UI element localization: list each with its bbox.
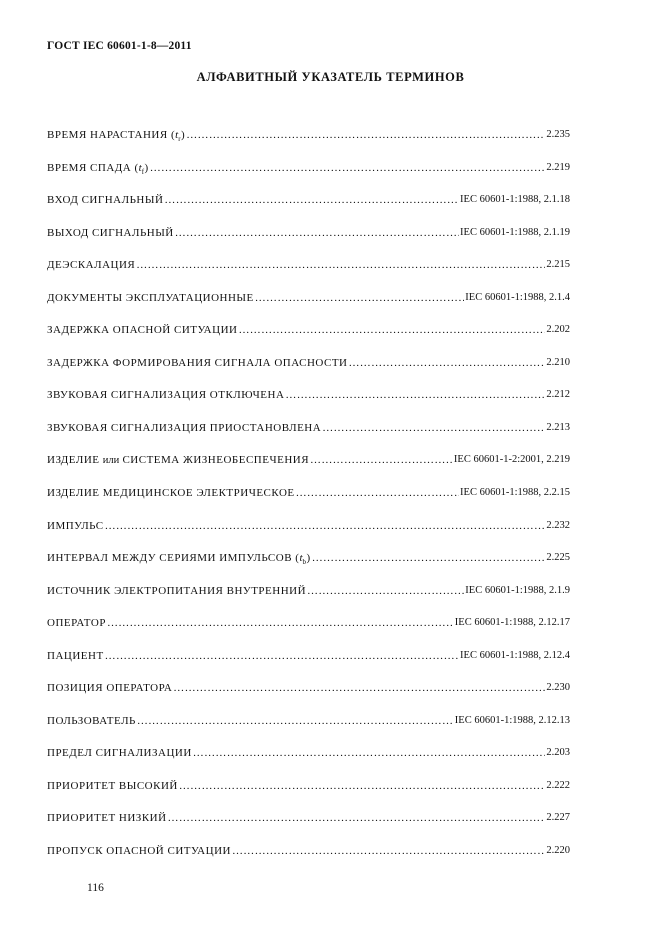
term-text: ПОЛЬЗОВАТЕЛЬ (47, 714, 136, 727)
index-entry (47, 714, 570, 747)
standard-designation: ГОСТ IEC 60601-1-8—2011 (47, 40, 192, 52)
index-entry (47, 193, 570, 226)
index-term (47, 388, 284, 402)
term-text: ВХОД СИГНАЛЬНЫЙ (47, 194, 164, 207)
dot-leader (232, 844, 545, 858)
dot-leader (105, 519, 546, 533)
index-entry (47, 226, 570, 259)
term-symbol: t (299, 552, 303, 565)
index-entry (47, 388, 570, 421)
term-reference: IEC 60601-1:1988, 2.1.4 (465, 291, 570, 303)
dot-leader (310, 453, 453, 467)
term-text: ПРИОРИТЕТ НИЗКИЙ (47, 812, 167, 825)
index-term (47, 356, 348, 370)
index-entry (47, 811, 570, 844)
term-text: ИЗДЕЛИЕ (47, 454, 103, 467)
term-text: ИЗДЕЛИЕ МЕДИЦИНСКОЕ ЭЛЕКТРИЧЕСКОЕ (47, 487, 295, 500)
dot-leader (179, 779, 546, 793)
index-entry (47, 584, 570, 617)
index-entry (47, 649, 570, 682)
term-reference: 2.215 (546, 259, 570, 271)
index-entry (47, 681, 570, 714)
index-term (47, 453, 309, 468)
term-text: ИМПУЛЬС (47, 519, 104, 532)
index-entry (47, 258, 570, 291)
term-reference: IEC 60601-1:1988, 2.1.19 (460, 226, 570, 238)
index-entry (47, 128, 570, 161)
term-symbol-subscript: f (141, 167, 145, 176)
term-reference: 2.213 (546, 421, 570, 433)
dot-leader (312, 551, 546, 565)
dot-leader (349, 356, 546, 370)
term-reference: 2.222 (546, 779, 570, 791)
index-entry (47, 551, 570, 584)
index-term (47, 258, 135, 272)
index-term (47, 161, 149, 179)
dot-leader (285, 388, 545, 402)
index-term (47, 486, 295, 500)
dot-leader (193, 746, 546, 760)
index-entry (47, 291, 570, 324)
index-entry (47, 421, 570, 454)
dot-leader (186, 128, 545, 142)
term-symbol-subscript: b (302, 558, 307, 567)
dot-leader (136, 258, 545, 272)
term-text: ВЫХОД СИГНАЛЬНЫЙ (47, 226, 174, 239)
index-term (47, 584, 306, 598)
term-reference: IEC 60601-1:1988, 2.1.9 (465, 584, 570, 596)
term-text: ПРИОРИТЕТ ВЫСОКИЙ (47, 779, 178, 792)
index-term (47, 844, 231, 858)
term-text: ДЕЭСКАЛАЦИЯ (47, 259, 136, 272)
term-symbol: t (175, 129, 179, 141)
index-entry (47, 616, 570, 649)
dot-leader (137, 714, 454, 728)
dot-leader (296, 486, 459, 500)
index-term (47, 226, 174, 240)
index-term (47, 551, 311, 569)
term-text-end: ) (181, 129, 186, 141)
index-entry (47, 453, 570, 486)
index-term (47, 616, 106, 630)
term-text-end: ) (306, 552, 311, 565)
dot-leader (107, 616, 454, 630)
index-entry (47, 519, 570, 552)
index-term (47, 323, 237, 337)
index-term (47, 779, 178, 793)
term-reference: IEC 60601-1-2:2001, 2.219 (453, 454, 570, 466)
dot-leader (168, 811, 546, 825)
index-term (47, 291, 254, 305)
term-reference: IEC 60601-1:1988, 2.1.18 (460, 194, 570, 206)
term-text: ИСТОЧНИК ЭЛЕКТРОПИТАНИЯ ВНУТРЕННИЙ (47, 584, 307, 597)
index-term (47, 681, 172, 695)
term-text-end: ) (144, 161, 149, 174)
term-index-list (47, 128, 570, 877)
term-reference: IEC 60601-1:1988, 2.12.17 (454, 617, 570, 629)
term-reference: 2.203 (546, 747, 570, 759)
term-symbol-subscript: r (178, 135, 182, 144)
index-entry (47, 323, 570, 356)
dot-leader (105, 649, 459, 663)
dot-leader (307, 584, 464, 598)
index-entry (47, 486, 570, 519)
term-reference: 2.230 (546, 682, 570, 694)
dot-leader (175, 226, 459, 240)
term-reference: 2.210 (546, 356, 570, 368)
term-text-end: СИСТЕМА ЖИЗНЕОБЕСПЕЧЕНИЯ (119, 454, 310, 467)
dot-leader (322, 421, 545, 435)
dot-leader (173, 681, 545, 695)
index-term (47, 193, 163, 207)
index-term (47, 811, 167, 825)
index-entry (47, 746, 570, 779)
term-text: ЗВУКОВАЯ СИГНАЛИЗАЦИЯ ПРИОСТАНОВЛЕНА (47, 421, 322, 434)
term-conjunction: или (102, 455, 120, 467)
term-symbol: t (138, 161, 142, 174)
term-reference: 2.227 (546, 812, 570, 824)
term-reference: 2.220 (546, 845, 570, 857)
dot-leader (150, 161, 546, 175)
index-entry (47, 844, 570, 877)
term-text: ЗВУКОВАЯ СИГНАЛИЗАЦИЯ ОТКЛЮЧЕНА (47, 389, 285, 402)
dot-leader (238, 323, 545, 337)
term-reference: 2.219 (546, 161, 570, 173)
term-reference: 2.202 (546, 324, 570, 336)
index-term (47, 128, 185, 146)
index-entry (47, 779, 570, 812)
term-text: ЗАДЕРЖКА ФОРМИРОВАНИЯ СИГНАЛА ОПАСНОСТИ (47, 356, 348, 369)
term-text: ДОКУМЕНТЫ ЭКСПЛУАТАЦИОННЫЕ (47, 291, 254, 304)
page-number: 116 (87, 882, 104, 894)
term-text: ПРОПУСК ОПАСНОЙ СИТУАЦИИ (47, 845, 231, 858)
index-entry (47, 161, 570, 194)
term-text: ИНТЕРВАЛ МЕЖДУ СЕРИЯМИ ИМПУЛЬСОВ ( (47, 552, 300, 565)
index-term (47, 714, 136, 728)
term-text: ПРЕДЕЛ СИГНАЛИЗАЦИИ (47, 747, 192, 760)
page-title: АЛФАВИТНЫЙ УКАЗАТЕЛЬ ТЕРМИНОВ (196, 70, 465, 84)
term-text: ВРЕМЯ НАРАСТАНИЯ ( (47, 129, 176, 141)
term-reference: 2.235 (546, 129, 570, 140)
term-text: ПАЦИЕНТ (47, 649, 104, 662)
index-term (47, 421, 321, 435)
term-reference: 2.212 (546, 389, 570, 401)
index-term (47, 649, 104, 663)
term-text: ПОЗИЦИЯ ОПЕРАТОРА (47, 682, 173, 695)
term-text: ЗАДЕРЖКА ОПАСНОЙ СИТУАЦИИ (47, 324, 238, 337)
term-reference: 2.225 (546, 552, 570, 564)
term-reference: IEC 60601-1:1988, 2.12.4 (460, 649, 570, 661)
term-reference: IEC 60601-1:1988, 2.2.15 (460, 487, 570, 499)
dot-leader (164, 193, 459, 207)
term-reference: 2.232 (546, 519, 570, 531)
dot-leader (255, 291, 465, 305)
term-reference: IEC 60601-1:1988, 2.12.13 (454, 714, 570, 726)
term-text: ОПЕРАТОР (47, 617, 106, 630)
term-text: ВРЕМЯ СПАДА ( (47, 161, 139, 174)
index-term (47, 519, 104, 533)
index-term (47, 746, 192, 760)
index-entry (47, 356, 570, 389)
